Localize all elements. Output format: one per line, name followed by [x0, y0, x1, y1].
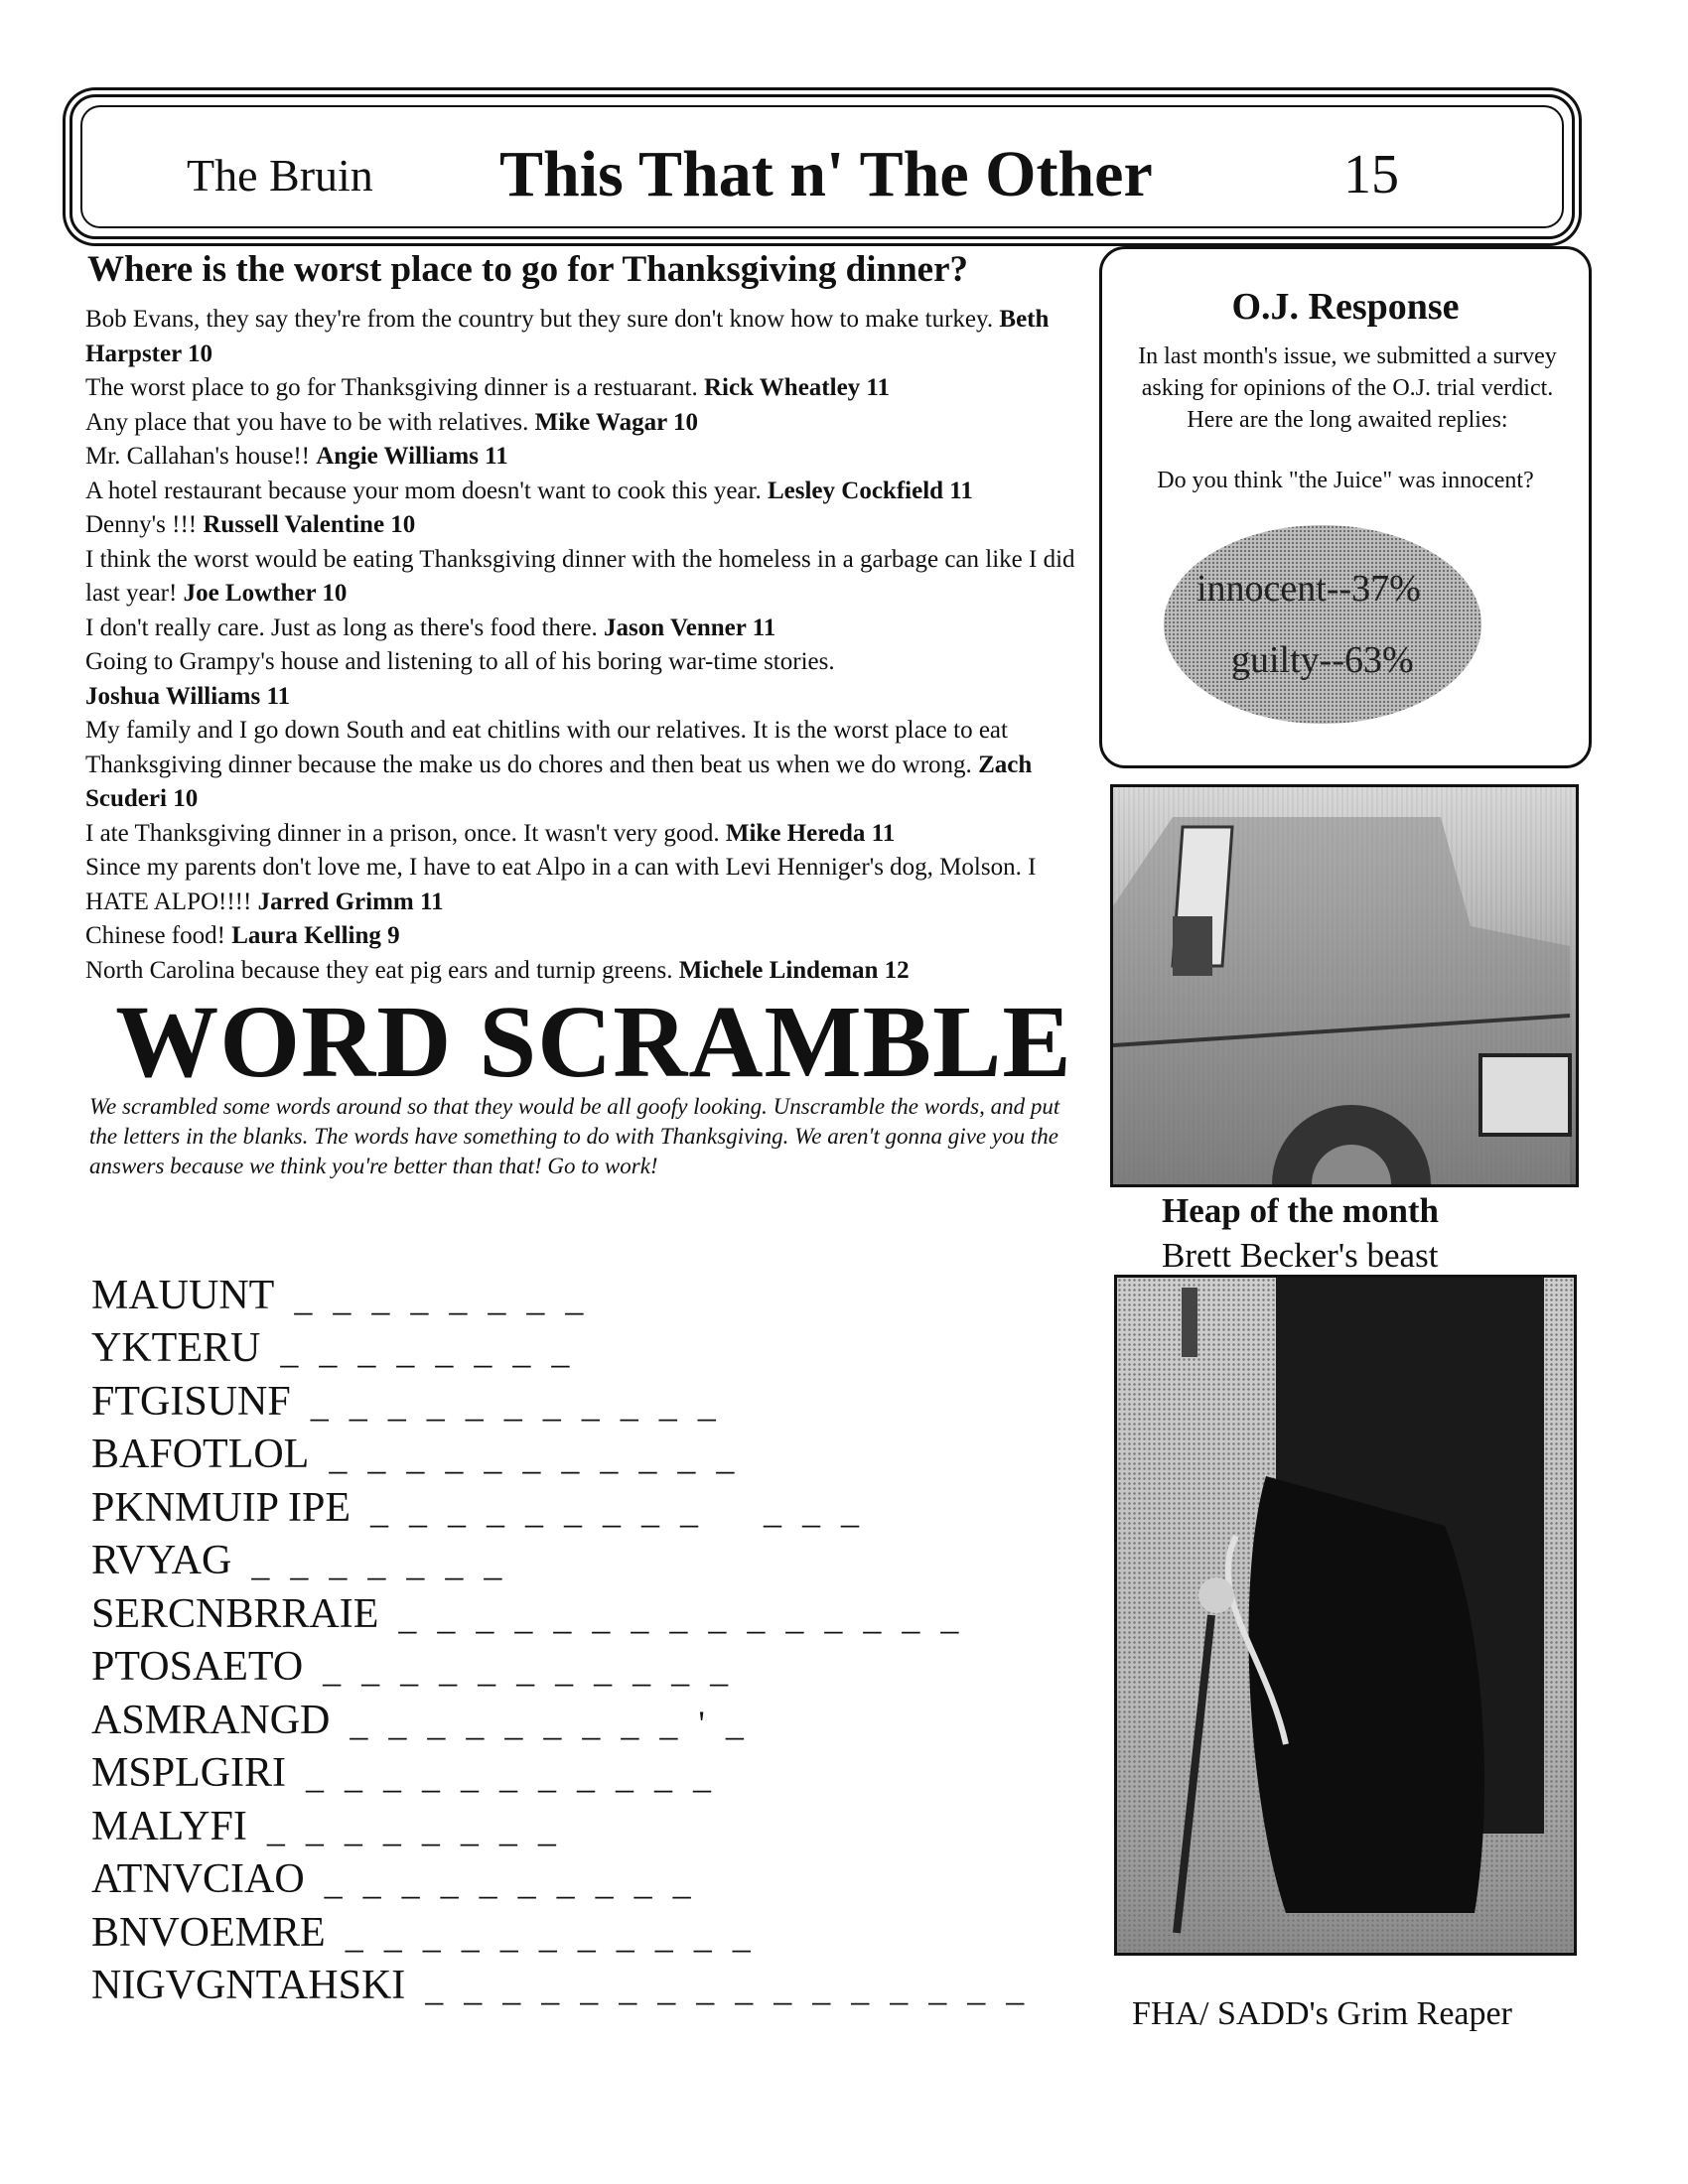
answer-item: Chinese food! Laura Kelling 9: [85, 922, 400, 949]
scramble-row: [91, 1850, 1114, 1904]
truck-illustration: [1113, 787, 1576, 1184]
answer-blanks: _ _ _ _ _ _ _ _ _ _: [324, 1862, 697, 1902]
scrambled-word: MALYFI: [91, 1803, 247, 1849]
scrambled-word: SERCNBRRAIE: [91, 1590, 379, 1637]
scramble-row: [91, 1426, 1114, 1479]
scramble-row: [91, 1266, 1114, 1319]
innocent-stat: innocent--37%: [1196, 568, 1421, 610]
scramble-row: [91, 1744, 1114, 1798]
answer-item: I ate Thanksgiving dinner in a prison, once. It wasn't very good. Mike Hereda 11: [85, 819, 896, 847]
answer-blanks: _ _ _ _ _ _ _ _ _ ' _: [350, 1703, 750, 1743]
header-banner: [70, 94, 1575, 239]
scrambled-word: RVYAG: [91, 1538, 232, 1583]
answer-item: Going to Grampy's house and listening to all of his boring war-time stories. Joshua Williams 11: [85, 648, 835, 710]
heap-caption-sub: Brett Becker's beast: [1162, 1236, 1439, 1275]
answer-item: Any place that you have to be with relatives. Mike Wagar 10: [85, 408, 698, 436]
answer-blanks: _ _ _ _ _ _ _ _ _ _ _: [310, 1384, 722, 1425]
scrambled-word: ASMRANGD: [91, 1697, 331, 1743]
scrambled-word: BNVOEMRE: [91, 1909, 326, 1956]
grim-reaper-illustration: [1117, 1278, 1574, 1953]
page-number: 15: [1343, 144, 1399, 205]
answer-blanks: _ _ _ _ _ _ _ _ _ _ _ _ _ _ _: [398, 1596, 965, 1637]
scramble-row: [91, 1903, 1114, 1957]
grim-reaper-photo: [1114, 1275, 1577, 1956]
answer-blanks: _ _ _ _ _ _ _ _: [280, 1331, 576, 1371]
word-scramble-instructions: We scrambled some words around so that they would be all goofy looking. Unscramble the words, and put the letters in the blanks. The words have something to do with Thanksgiving. We aren't gonna give you the answers because we think you're better than that! Go to work!: [89, 1094, 1060, 1178]
section-title: This That n' The Other: [499, 138, 1153, 210]
guilty-stat: guilty--63%: [1231, 639, 1414, 681]
answer-blanks: _ _ _ _ _ _ _ _ _ _ _ _ _ _ _ _: [425, 1969, 1031, 2008]
scrambled-word: YKTERU: [91, 1325, 261, 1371]
truck-photo: [1110, 784, 1579, 1187]
scrambled-word: PKNMUIP IPE: [91, 1484, 351, 1531]
scrambled-word: NIGVGNTAHSKI: [91, 1963, 406, 2008]
oj-response-title: O.J. Response: [1231, 286, 1460, 328]
answer-blanks-extra: _ _ _: [763, 1490, 865, 1531]
oj-response-body: In last month's issue, we submitted a survey asking for opinions of the O.J. trial verdict. Here are the long awaited replies:: [1138, 343, 1557, 433]
scramble-row: [91, 1372, 1114, 1426]
scrambled-word: PTOSAETO: [91, 1644, 304, 1690]
answer-item: I think the worst would be eating Thanksgiving dinner with the homeless in a garbage can like I did last year! Joe Lowther 10: [85, 545, 1075, 607]
answer-item: The worst place to go for Thanksgiving dinner is a restuarant. Rick Wheatley 11: [85, 374, 891, 401]
scrambled-word: FTGISUNF: [91, 1378, 291, 1425]
answer-blanks: _ _ _ _ _ _ _ _ _ _ _: [329, 1437, 741, 1477]
survey-answers: [85, 303, 1098, 988]
heap-caption-title: Heap of the month: [1162, 1191, 1440, 1230]
reaper-caption: FHA/ SADD's Grim Reaper: [1132, 1995, 1512, 2032]
word-scramble-title: WORD SCRAMBLE: [115, 985, 1072, 1099]
scrambled-word: BAFOTLOL: [91, 1432, 310, 1477]
scramble-row: [91, 1532, 1114, 1585]
answer-blanks: _ _ _ _ _ _ _ _ _: [369, 1490, 704, 1531]
answer-item: Mr. Callahan's house!! Angie Williams 11: [85, 443, 508, 470]
answer-item: My family and I go down South and eat chitlins with our relatives. It is the worst place to eat Thanksgiving dinner because the make us do chores and then beat us when we do wrong. Zach Scuderi 10: [85, 717, 1033, 812]
answer-item: Since my parents don't love me, I have to eat Alpo in a can with Levi Henniger's dog, Molson. I HATE ALPO!!!! Jarred Grimm 11: [85, 854, 1037, 915]
scramble-row: [91, 1584, 1114, 1638]
oj-response-box: [1099, 246, 1592, 768]
answer-blanks: _ _ _ _ _ _ _ _: [266, 1809, 562, 1849]
scrambled-word: MAUUNT: [91, 1272, 275, 1318]
answer-blanks: _ _ _ _ _ _ _ _: [294, 1278, 590, 1318]
answer-blanks: _ _ _ _ _ _ _ _ _ _ _: [345, 1915, 757, 1956]
scramble-row: [91, 1957, 1114, 2010]
oj-results-ellipse: [1164, 525, 1481, 724]
answer-item: Bob Evans, they say they're from the country but they sure don't know how to make turkey. Beth Harpster 10: [85, 306, 1050, 367]
scramble-row: [91, 1797, 1114, 1850]
survey-question: Where is the worst place to go for Thanksgiving dinner?: [87, 249, 969, 290]
scramble-row: [91, 1478, 1114, 1532]
scrambled-word: MSPLGIRI: [91, 1750, 287, 1796]
scramble-row: [91, 1319, 1114, 1373]
word-scramble-list: [91, 1266, 1114, 2009]
scramble-row: [91, 1691, 1114, 1744]
answer-item: Denny's !!! Russell Valentine 10: [85, 511, 416, 538]
answer-item: A hotel restaurant because your mom doesn't want to cook this year. Lesley Cockfield 11: [85, 477, 973, 504]
answer-blanks: _ _ _ _ _ _ _ _ _ _ _: [306, 1756, 718, 1796]
scrambled-word: ATNVCIAO: [91, 1856, 305, 1902]
answer-blanks: _ _ _ _ _ _ _ _ _ _ _: [323, 1650, 735, 1690]
answer-item: I don't really care. Just as long as there's food there. Jason Venner 11: [85, 614, 776, 641]
oj-response-question: Do you think "the Juice" was innocent?: [1157, 468, 1534, 493]
scramble-row: [91, 1638, 1114, 1692]
answer-item: North Carolina because they eat pig ears and turnip greens. Michele Lindeman 12: [85, 956, 910, 984]
answer-blanks: _ _ _ _ _ _ _: [251, 1544, 508, 1583]
paper-name: The Bruin: [187, 150, 373, 201]
